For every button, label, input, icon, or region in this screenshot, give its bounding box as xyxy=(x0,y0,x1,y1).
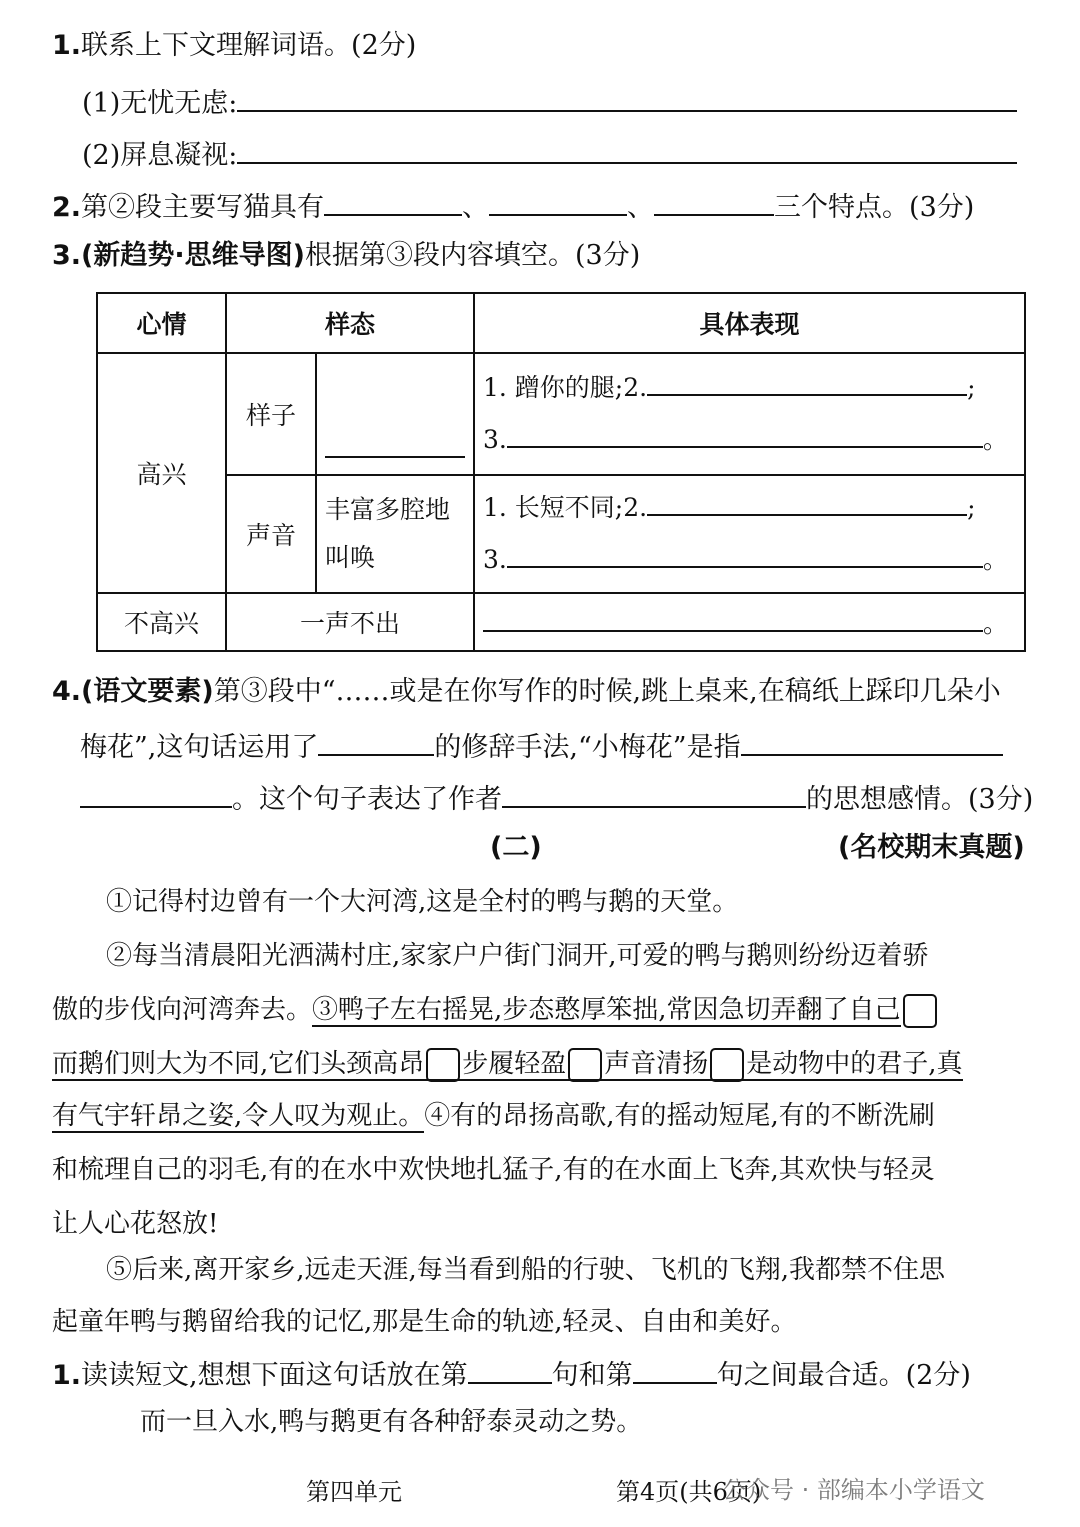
question-text: 根据第③段内容填空。(3分) xyxy=(304,240,641,271)
question-4-line-2 xyxy=(80,724,1003,768)
sound-desc: 丰富多腔地叫唤 xyxy=(316,475,474,593)
question-4-line-3 xyxy=(80,776,1033,820)
passage-line xyxy=(52,990,939,1030)
mood-happy: 高兴 xyxy=(97,353,226,593)
answer-blank[interactable] xyxy=(468,1352,552,1384)
unhappy-detail-cell xyxy=(474,593,1025,651)
answer-blank[interactable] xyxy=(237,132,1017,164)
question-text: 句和第 xyxy=(551,1360,633,1391)
question-text: 联系上下文理解词语。(2分) xyxy=(81,30,417,61)
passage-text: 傲的步伐向河湾奔去。 xyxy=(52,995,313,1025)
q1-item-1 xyxy=(82,80,1040,124)
answer-blank[interactable] xyxy=(325,432,465,458)
table-row xyxy=(97,353,1025,475)
header-manner: 样态 xyxy=(226,293,474,353)
passage-text: 步履轻盈 xyxy=(462,1049,567,1079)
manner-appearance: 样子 xyxy=(226,353,316,475)
question-text: 第③段中“……或是在你写作的时候,跳上桌来,在稿纸上踩印几朵小 xyxy=(213,676,1001,707)
question-text: 梅花”,这句话运用了 xyxy=(80,732,319,763)
header-mood: 心情 xyxy=(97,293,226,353)
punct: ; xyxy=(967,493,976,522)
table-header-row xyxy=(97,293,1025,353)
appearance-detail-cell xyxy=(474,353,1025,475)
item-label: (2)屏息凝视: xyxy=(82,140,238,171)
detail-text: 3. xyxy=(483,545,507,574)
underlined-segment xyxy=(52,1049,963,1081)
question-2 xyxy=(52,184,974,228)
question-number: 1. xyxy=(52,1360,82,1391)
separator: 、 xyxy=(462,192,490,223)
question-text: 三个特点。(3分) xyxy=(774,192,975,223)
unhappy-desc: 一声不出 xyxy=(226,593,474,651)
passage-text: 是动物中的君子,真 xyxy=(746,1049,963,1079)
underlined-text: 有气宇轩昂之姿,令人叹为观止。 xyxy=(52,1101,425,1131)
q1-item-2 xyxy=(82,132,1040,176)
detail-text: 1. 长短不同;2. xyxy=(483,493,648,522)
answer-blank[interactable] xyxy=(483,606,983,632)
separator: 、 xyxy=(627,192,655,223)
answer-blank[interactable] xyxy=(237,80,1017,112)
table-row xyxy=(97,593,1025,651)
watermark: 公众号 · 部编本小学语文 xyxy=(722,1476,985,1504)
punctuation-box[interactable] xyxy=(710,1048,744,1082)
item-label: (1)无忧无虑: xyxy=(82,88,238,119)
question-text: 读读短文,想想下面这句话放在第 xyxy=(81,1360,468,1391)
punct: 。 xyxy=(982,425,1008,454)
passage-line: 起童年鸭与鹅留给我的记忆,那是生命的轨迹,轻灵、自由和美好。 xyxy=(52,1307,797,1337)
passage-line: 和梳理自己的羽毛,有的在水中欢快地扎猛子,有的在水面上飞奔,其欢快与轻灵 xyxy=(52,1155,935,1185)
section-source: (名校期末真题) xyxy=(838,832,1025,863)
question-number: 1. xyxy=(52,30,82,61)
punctuation-box[interactable] xyxy=(903,994,937,1028)
question-number: 4. xyxy=(52,676,82,707)
detail-line xyxy=(483,534,1016,586)
question-tag: (语文要素) xyxy=(81,676,214,707)
underlined-text: ③鸭子左右摇晃,步态憨厚笨拙,常因急切弄翻了自己 xyxy=(312,995,901,1025)
footer-page-number: 第4页(共6页) xyxy=(616,1478,762,1506)
section-heading: (二) xyxy=(490,832,542,863)
passage-line: 让人心花怒放! xyxy=(52,1209,219,1239)
question-number: 3. xyxy=(52,240,82,271)
passage-text: ④有的昂扬高歌,有的摇动短尾,有的不断洗刷 xyxy=(424,1101,935,1131)
question-1 xyxy=(52,26,416,66)
answer-blank[interactable] xyxy=(324,184,462,216)
detail-line xyxy=(483,482,1016,534)
punct: ; xyxy=(967,373,976,402)
answer-blank[interactable] xyxy=(489,184,627,216)
answer-blank[interactable] xyxy=(318,724,434,756)
mind-map-table xyxy=(96,292,1026,652)
question-sentence: 而一旦入水,鸭与鹅更有各种舒泰灵动之势。 xyxy=(140,1407,643,1437)
punct: 。 xyxy=(982,545,1008,574)
answer-blank[interactable] xyxy=(654,184,774,216)
question-text: 句之间最合适。(2分) xyxy=(716,1360,971,1391)
passage-line: ②每当清晨阳光洒满村庄,家家户户街门洞开,可爱的鸭与鹅则纷纷迈着骄 xyxy=(106,941,929,971)
manner-sound: 声音 xyxy=(226,475,316,593)
section2-question-1 xyxy=(52,1352,971,1396)
detail-text: 3. xyxy=(483,425,507,454)
question-3 xyxy=(52,236,640,276)
question-tag: (新趋势·思维导图) xyxy=(81,240,305,271)
punctuation-box[interactable] xyxy=(426,1048,460,1082)
answer-blank[interactable] xyxy=(80,776,232,808)
passage-text: 声音清扬 xyxy=(604,1049,709,1079)
answer-blank[interactable] xyxy=(507,542,983,568)
punct: 。 xyxy=(983,609,1009,638)
passage-line xyxy=(52,1096,935,1136)
footer-unit: 第四单元 xyxy=(306,1478,402,1506)
detail-line xyxy=(483,362,1016,414)
passage-line xyxy=(52,1044,963,1084)
detail-line xyxy=(483,414,1016,466)
punctuation-box[interactable] xyxy=(568,1048,602,1082)
header-detail: 具体表现 xyxy=(474,293,1025,353)
answer-blank[interactable] xyxy=(741,724,1003,756)
answer-blank[interactable] xyxy=(647,370,967,396)
answer-blank[interactable] xyxy=(647,490,967,516)
question-text: 第②段主要写猫具有 xyxy=(81,192,325,223)
answer-blank[interactable] xyxy=(633,1352,717,1384)
sound-detail-cell xyxy=(474,475,1025,593)
question-4 xyxy=(52,672,1001,712)
passage-text: 而鹅们则大为不同,它们头颈高昂 xyxy=(52,1049,425,1079)
detail-text: 1. 蹭你的腿;2. xyxy=(483,373,648,402)
passage-line: ⑤后来,离开家乡,远走天涯,每当看到船的行驶、飞机的飞翔,我都禁不住思 xyxy=(106,1255,946,1285)
answer-blank[interactable] xyxy=(502,776,806,808)
question-text: 的修辞手法,“小梅花”是指 xyxy=(434,732,741,763)
question-number: 2. xyxy=(52,192,82,223)
question-text: 。这个句子表达了作者 xyxy=(232,784,502,815)
appearance-desc-cell xyxy=(316,353,474,475)
question-text: 的思想感情。(3分) xyxy=(806,784,1034,815)
mood-unhappy: 不高兴 xyxy=(97,593,226,651)
passage-paragraph-1: ①记得村边曾有一个大河湾,这是全村的鸭与鹅的天堂。 xyxy=(106,887,739,917)
answer-blank[interactable] xyxy=(507,422,983,448)
table-row xyxy=(97,475,1025,593)
